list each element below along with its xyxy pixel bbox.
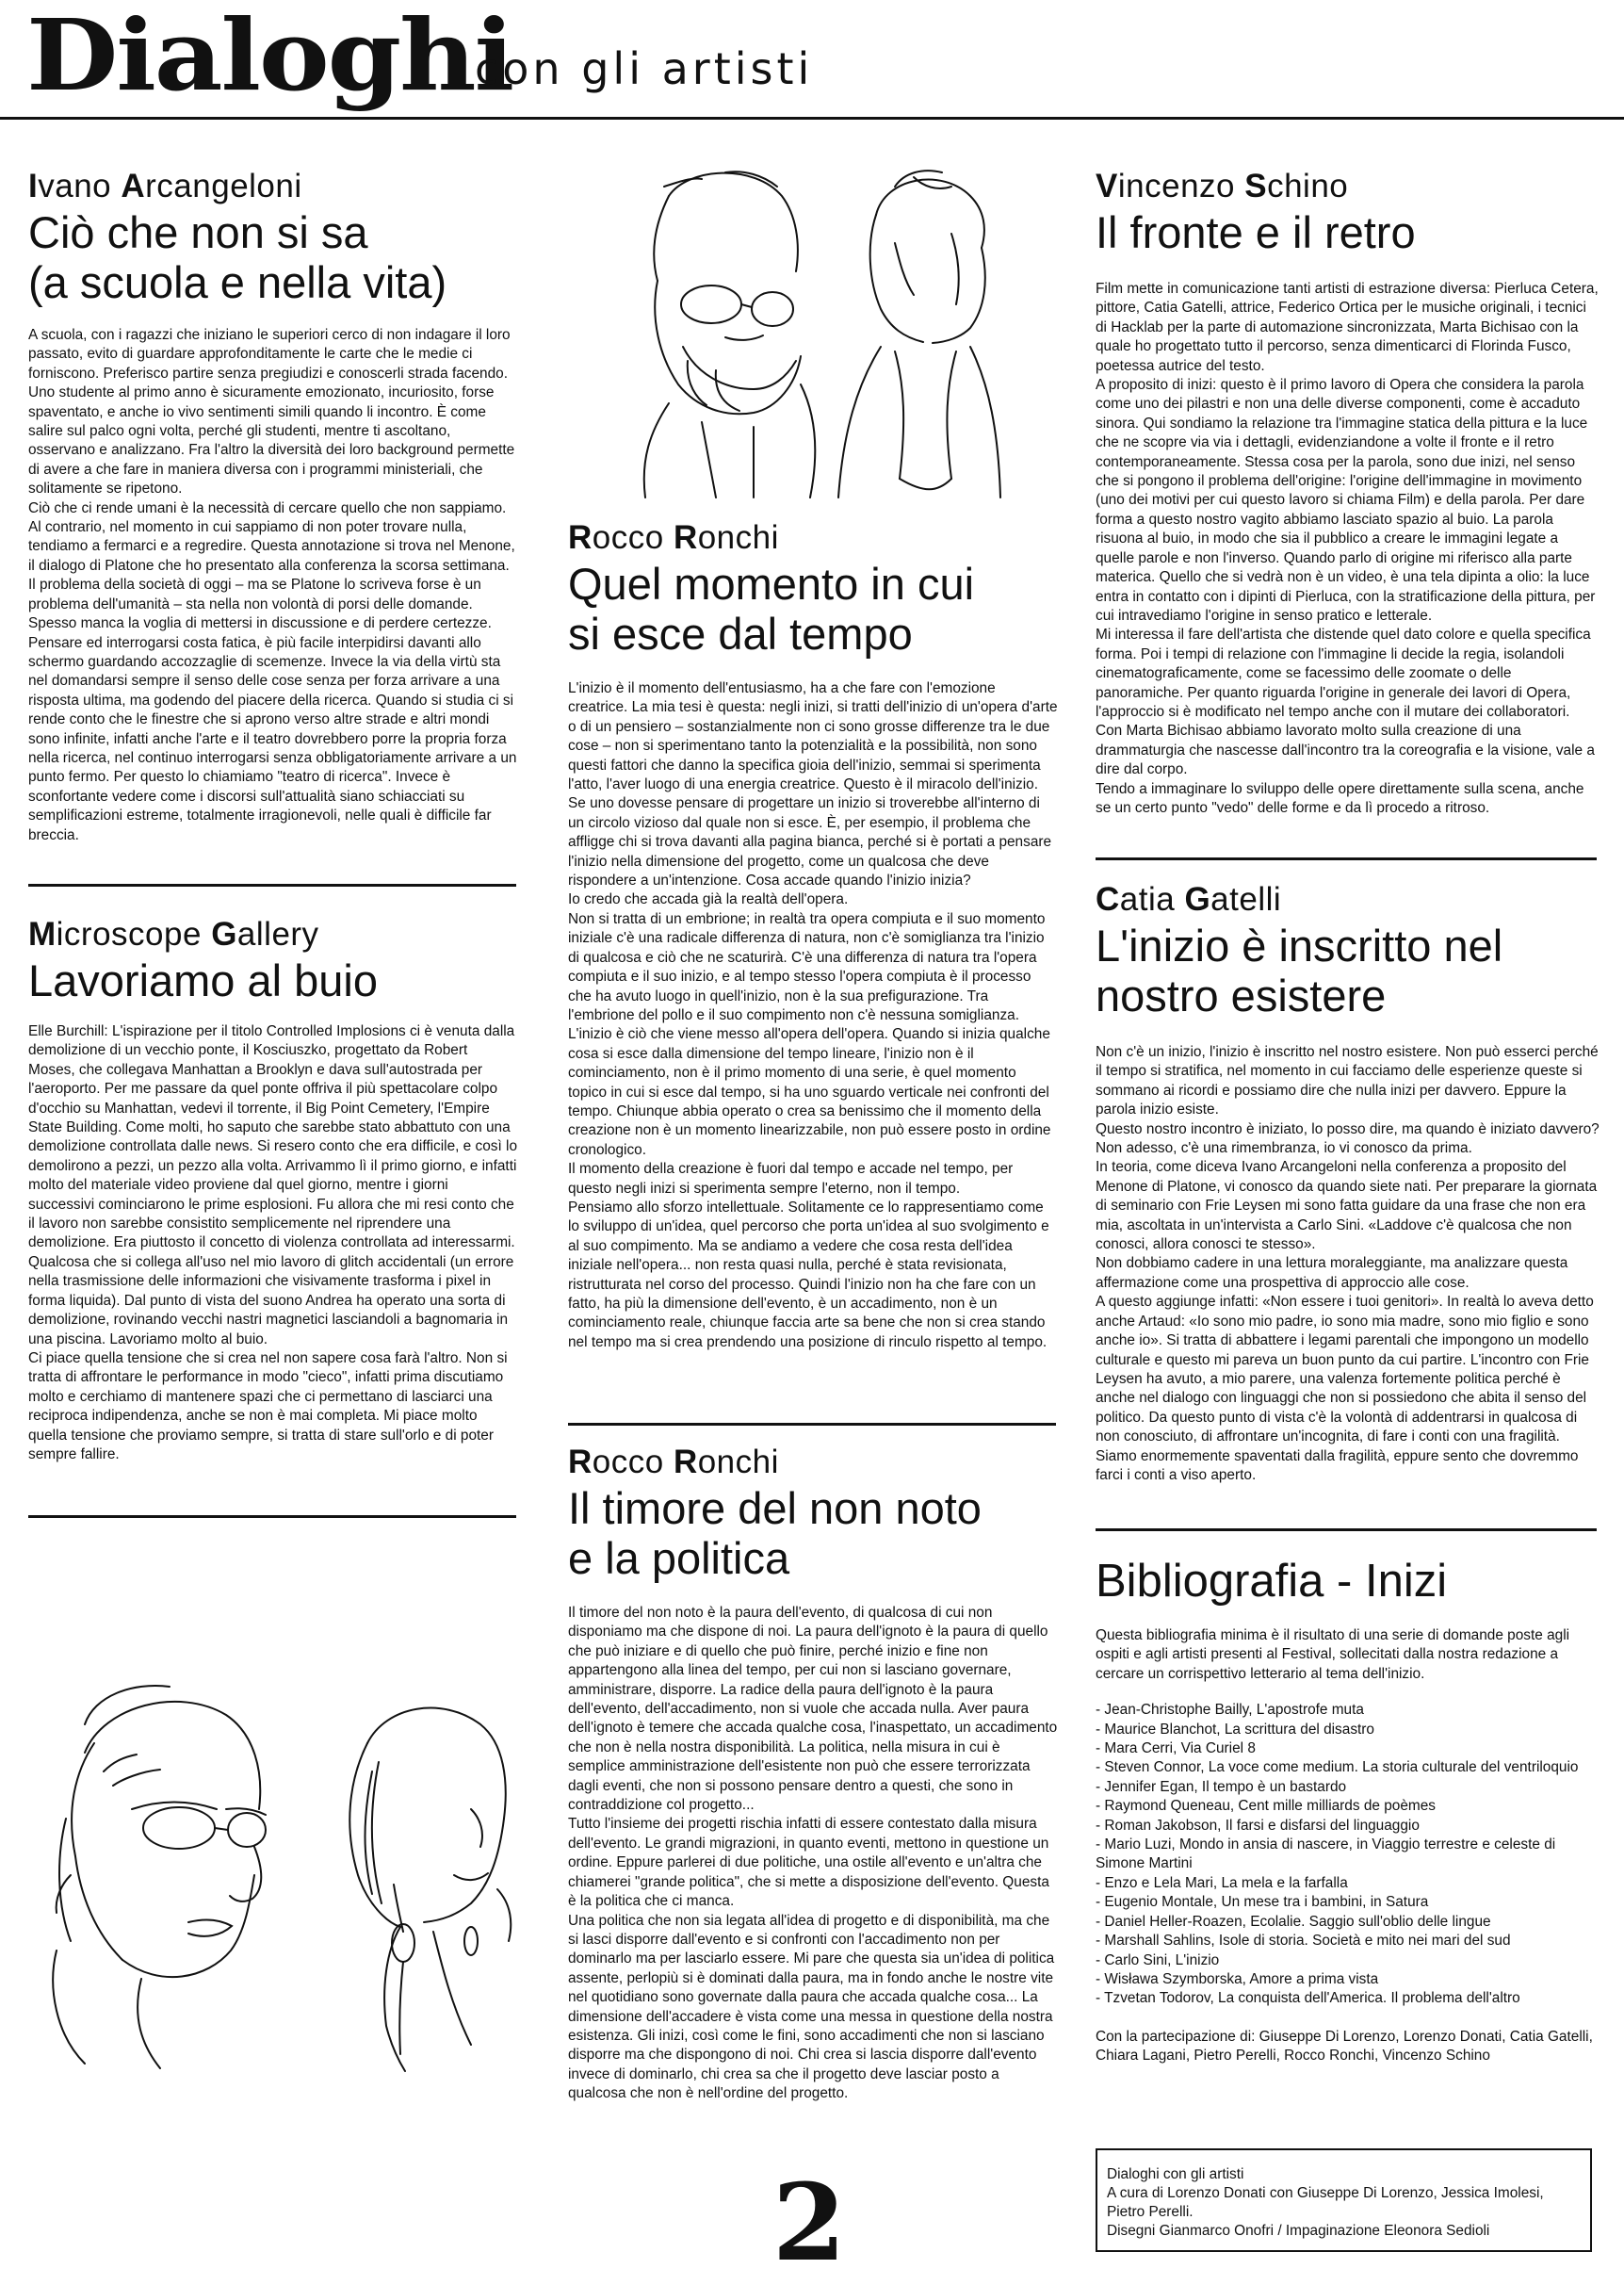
column-divider <box>1096 1528 1597 1531</box>
article-body: A scuola, con i ragazzi che iniziano le superiori cerco di non indagare il loro passato, evito di guardare approfonditamente le carte che le medie ci forniscono. Preferisco partire senza pregiudizi e conoscerli strada facendo. Uno studente al primo anno è sicuramente emozionato, incuriosito, forse spaventato, e anche io vivo sentimenti simili quando li incontro. È come salire sul palco ogni volta, perché gli studenti, mentre ti ascoltano, osservano e analizzano. Fra l'altro la diversità dei loro background permette di avere a che fare in maniera diversa con i programmi ministeriali, che solitamente se ripetono. Ciò che ci rende umani è la necessità di cercare quello che non sappiamo. Al contrario, nel momento in cui sappiamo di non poter trovare nulla, tendiamo a fermarci e a regredire. Questa annotazione si trova nel Menone, il dialogo di Platone che ho presentato alla conferenza la scorsa settimana. Il problema della società di oggi – ma se Platone lo scriveva forse è un problema dell'umanità – sta nella non volontà di porsi delle domande. Spesso manca la voglia di mettersi in discussione e di perdere certezze. Pensare ed interrogarsi costa fatica, è più facile interpidirsi davanti allo schermo guardando accozzaglie di scemenze. Invece la via della virtù sta nel domandarsi sempre il senso delle cose senza per forza arrivare a una risposta ultima, ma godendo del piacere della ricerca. Quando si studia ci si rende conto che le finestre che si aprono verso altre strade e altri mondi sono infinite, infatti anche l'arte e il teatro dovrebbero porre la propria forza nella ricerca, nel continuo interrogarsi senza obbligatoriamente arrivare a un punto fermo. Per questo lo chiamiamo "teatro di ricerca". Invece è sconfortante vedere come i discorsi sull'attualità siano schiacciati su semplificazioni estreme, totalmente irragionevoli, nelle quali è difficile far breccia. <box>28 327 517 843</box>
bibliography-item: - Mario Luzi, Mondo in ansia di nascere, in Viaggio terrestre e celeste di Simone Martini <box>1096 1836 1556 1872</box>
masthead-rule <box>0 117 1624 120</box>
column-divider <box>28 1515 516 1518</box>
article-gatelli <box>1096 881 1600 1485</box>
article-title: L'inizio è inscritto nel nostro esistere <box>1096 921 1503 1020</box>
masthead <box>0 0 1624 121</box>
article-author: Rocco Ronchi <box>568 519 779 556</box>
article-title: Lavoriamo al buio <box>28 955 378 1005</box>
article-title: Il fronte e il retro <box>1096 207 1416 257</box>
column-divider <box>28 884 516 887</box>
article-schino <box>1096 168 1600 818</box>
portrait-sketch-illustration <box>612 158 1027 507</box>
article-title: Quel momento in cui si esce dal tempo <box>568 559 975 659</box>
bibliography-intro: Questa bibliografia minima è il risultato di una serie di domande poste agli ospiti e agli artisti presenti al Festival, sollecitati dalla nostra redazione a cercare un corrispettivo letterario al tema dell'inizio. <box>1096 1627 1570 1682</box>
masthead-title: Dialoghi <box>26 0 513 113</box>
bibliography-item: - Mara Cerri, Via Curiel 8 <box>1096 1740 1256 1757</box>
masthead-subtitle: con gli artisti <box>475 43 814 94</box>
bibliography-item: - Roman Jakobson, Il farsi e disfarsi del linguaggio <box>1096 1817 1420 1834</box>
bibliography-list <box>1096 1701 1600 2009</box>
article-microscope-gallery <box>28 916 518 1464</box>
column-divider <box>568 1423 1056 1426</box>
article-body: Elle Burchill: L'ispirazione per il titolo Controlled Implosions ci è venuta dalla demolizione di un vecchio ponte, il Kosciuszko, progettato da Robert Moses, che collegava Manhattan a Brooklyn e dava sull'autostrada per l'aeroporto. Per me passare da quel ponte offriva il più spettacolare colpo d'occhio su Manhattan, vedevi il torrente, il Big Point Cemetery, l'Empire State Building. Come molti, ho saputo che sarebbe stato abbattuto con una demolizione controllata dalle news. Si resero conto che era difficile, e così lo demolirono a pezzi, un pezzo alla volta. Arrivammo lì il primo giorno, e infatti molto del materiale video proviene dal quel giorno, mentre i giorni successivi cominciarono le prime esplosioni. Fu allora che mi resi conto che il lavoro non sarebbe consistito semplicemente nel riprendere una demolizione. Era piuttosto il concetto di violenza controllata ad interessarmi. Qualcosa che si collega all'uso nel mio lavoro di glitch accidentali (un errore nella trasmissione delle informazioni che visivamente trasforma i pixel in forma liquida). Dal punto di vista del suono Andrea ha operato una sorta di demolizione, rovinando vecchi nastri magnetici lasciandoli a bagnomaria in una piscina. Lavoriamo molto al buio. Ci piace quella tensione che si crea nel non sapere cosa farà l'altro. Non si tratta di affrontare le performance in modo "cieco", infatti prima discutiamo molto e cerchiamo di mantenere spazi che ci permettano di lasciarci una reciproca indipendenza, anche se non è mai completa. Mi piace molto quella tensione che proviamo sempre, si tratta di stare sull'orlo e di poter sempre fallire. <box>28 1023 517 1462</box>
article-author: Microscope Gallery <box>28 916 319 953</box>
bibliography-item: - Marshall Sahlins, Isole di storia. Società e mito nei mari del sud <box>1096 1933 1511 1950</box>
article-arcangeloni <box>28 168 518 845</box>
article-title: Ciò che non si sa (a scuola e nella vita) <box>28 207 447 307</box>
bibliography-item: - Maurice Blanchot, La scrittura del disastro <box>1096 1721 1374 1738</box>
article-author: Catia Gatelli <box>1096 881 1282 918</box>
article-author: Rocco Ronchi <box>568 1444 779 1480</box>
article-body: Il timore del non noto è la paura dell'evento, di qualcosa di cui non disponiamo ma che dispone di noi. La paura dell'ignoto è la paura di quello che può iniziare e di quello che può finire, perché inizio e fine non appartengono alla linea del tempo, per cui non si lasciano governare, amministrare, disporre. La radice della paura dell'ignoto è la paura dell'evento, dell'accadimento, non si vuole che accada nulla. Aver paura dell'ignoto è temere che accada qualche cosa, l'inaspettato, un accadimento che non è nella nostra disponibilità. La politica, nella misura in cui è semplice amministrazione dell'esistente non può che essere terrorizzata dagli eventi, che non si possono pensare dentro a questi, che sono in contraddizione col progetto... Tutto l'insieme dei progetti rischia infatti di essere contestato dalla misura dell'evento. Le grandi migrazioni, in quanto eventi, mettono in questione un ordine. Eppure parlerei di due politiche, una ostile all'evento e un'altra che chiamerei "grande politica", che si mette a disposizione dell'evento. Questa è la politica che ci manca. Una politica che non sia legata all'idea di progetto e di disponibilità, ma che si lasci disporre dall'evento e si confronti con l'accadimento non per dominarlo ma per lasciarlo essere. Mi pare che questa sia un'idea di politica assente, perlopiù si è dominati dalla paura, ma in fondo anche le nostre vite nel quotidiano sono governate dalla paura che accada qualche cosa... La dimensione dell'accadere è vista come una messa in questione della nostra esistenza. Gli inizi, così come le fini, sono accadimenti che non si lasciano disporre ma che dispongono di noi. Chi crea si lascia disporre dall'evento invece di dominarlo, chi crea sa che il progetto deve lasciar posto a qualcosa che non è nell'ordine del progetto. <box>568 1605 1058 2102</box>
bibliography-item: - Wisława Szymborska, Amore a prima vista <box>1096 1970 1379 1987</box>
article-body: Film mette in comunicazione tanti artisti di estrazione diversa: Pierluca Cetera, pittore, Catia Gatelli, attrice, Federico Ortica per le musiche originali, i tecnici di Hacklab per la parte di automazione sincronizzata, Marta Bichisao con la quale ho progettato tutto il percorso, senza dimenticarci di Florinda Fusco, poetessa autrice del testo. A proposito di inizi: questo è il primo lavoro di Opera che considera la parola come uno dei pilastri e non una delle diverse componenti, come è accaduto sinora. Qui sondiamo la relazione tra l'immagine statica della pittura e la luce che ne scopre via via i dettagli, evidenziandone a volte il fronte e il retro contemporaneamente. Stessa cosa per la parola, sono due inizi, nel senso che si pongono il problema dell'origine: l'origine dell'immagine in movimento (uno dei motivi per cui questo lavoro si chiama Film) e della parola. Per dare forma a questo nostro vagito abbiamo lasciato spazio al buio. La parola risuona al buio, in modo che sia il pubblico a creare le immagini legate a quelle parole e non l'inverso. Quando parlo di origine mi riferisco alla parte materica. Quello che si vedrà non è un video, è una tela dipinta a olio: la luce entra in contatto con i dipinti di Pierluca, con la stratificazione della pittura, per cui intravediamo l'origine in senso pratico e letterale. Mi interessa il fare dell'artista che distende quel dato colore e quella specifica forma. Poi i tempi di relazione con l'immagine li decide la regia, isolandoli cinematograficamente, come se facessimo delle zoomate o delle panoramiche. Per quanto riguarda l'origine in generale dei lavori di Opera, l'approccio si è modificato nel tempo anche con il mutare dei collaboratori. Con Marta Bichisao abbiamo lavorato molto sulla creazione di una drammaturgia che nascesse dall'incontro tra la coreografia e la visione, vale a dire dal corpo. Tendo a immaginare lo sviluppo delle opere direttamente sulla scena, anche se un certo punto "vedo" delle forme e da lì procedo a ritroso. <box>1096 281 1599 816</box>
credits-box: Dialoghi con gli artisti A cura di Lorenzo Donati con Giuseppe Di Lorenzo, Jessica Imolesi, Pietro Perelli. Disegni Gianmarco Onofri / Impaginazione Eleonora Sedioli <box>1096 2148 1592 2252</box>
bibliography-item: - Eugenio Montale, Un mese tra i bambini, in Satura <box>1096 1894 1429 1911</box>
bibliography-item: - Raymond Queneau, Cent mille milliards de poèmes <box>1096 1798 1436 1815</box>
bibliography-item: - Jennifer Egan, Il tempo è un bastardo <box>1096 1778 1347 1795</box>
article-body: Non c'è un inizio, l'inizio è inscritto nel nostro esistere. Non può esserci perché il tempo si stratifica, nel momento in cui facciamo delle esperienze queste si sommano ai ricordi e possiamo dire che nulla inizi per davvero. Eppure la parola inizio esiste. Questo nostro incontro è iniziato, lo posso dire, ma quando è iniziato davvero? Non adesso, c'è una rimembranza, io vi conosco da prima. In teoria, come diceva Ivano Arcangeloni nella conferenza a proposito del Menone di Platone, vi conosco da quando siete nati. Per preparare la giornata di seminario con Frie Leysen mi sono fatta guidare da una frase che non era mia, ascoltata in un'intervista a Carlo Sini. «Laddove c'è qualcosa che non conosci, allora conosci te stesso». Non dobbiamo cadere in una lettura moraleggiante, ma analizzare questa affermazione come una prospettiva di approccio alle cose. A questo aggiunge infatti: «Non essere i tuoi genitori». In realtà lo aveva detto anche Artaud: «Io sono mio padre, io sono mia madre, sono mio figlio e sono anche io». Si tratta di abbattere i legami parentali che impongono un modello culturale e questo mi pareva un buon punto da cui partire. L'incontro con Frie Leysen ha avuto, a mio parere, una valenza fortemente politica perché è anche nel dialogo con linguaggi che non si possiedono che abita il senso del politico. Da questo punto di vista c'è la volontà di addentrarsi in qualcosa di non conosciuto, di affrontare un'incognita, di fare i conti con una fragilità. Siamo enormemente spaventati dalla fragilità, eppure sento che dovremmo farci i conti a viso aperto. <box>1096 1044 1600 1483</box>
article-author: Ivano Arcangeloni <box>28 168 302 204</box>
bibliography-participants: Con la partecipazione di: Giuseppe Di Lorenzo, Lorenzo Donati, Catia Gatelli, Chiara Lagani, Pietro Perelli, Rocco Ronchi, Vincenzo Schino <box>1096 2028 1593 2065</box>
article-body: L'inizio è il momento dell'entusiasmo, ha a che fare con l'emozione creatrice. La mia tesi è questa: negli inizi, si tratti dell'inizio di un'opera d'arte o di un pensiero – sostanzialmente non ci sono grosse differenze tra le due cose – non si sperimentano tanto la potenzialità e la possibilità, non sono questi fattori che danno la specifica gioia dell'inizio, semmai si sperimenta l'atto, l'aver luogo di una energia creatrice. Questo è il miracolo dell'inizio. Se uno dovesse pensare di progettare un inizio si troverebbe all'interno di un circolo vizioso dal quale non si esce. È, per esempio, il problema che affligge chi si trova davanti alla pagina bianca, perché si è portati a pensare l'inizio nella dimensione del progetto, come un qualcosa che deve rispondere a un'intenzione. Cosa accade quando l'inizio inizia? Io credo che accada già la realtà dell'opera. Non si tratta di un embrione; in realtà tra opera compiuta e il suo momento iniziale c'è una radicale differenza di natura, non c'è somiglianza tra l'inizio di qualcosa e ciò che ne scaturirà. C'è una differenza di natura tra l'opera compiuta e il suo inizio, e al tempo stesso l'opera compiuta è il processo che ha avuto luogo in quell'inizio, non è la sua prefigurazione. Tra l'embrione del pollo e il suo compimento non c'è nessuna somiglianza. L'inizio è ciò che viene messo all'opera dell'opera. Quando si inizia qualche cosa si esce dalla dimensione del tempo lineare, l'inizio non è il cominciamento, non è il primo momento di una serie, è quel momento topico in cui si esce dal tempo, si ha uno sguardo verticale nei confronti del tempo. Chiunque abbia operato o crea sa benissimo che il momento della creazione non è un momento linearizzabile, non può essere posto in ordine cronologico. Il momento della creazione è fuori dal tempo e accade nel tempo, per questo negli inizi si sperimenta sempre l'eterno, non il tempo. Pensiamo allo sforzo intellettuale. Solitamente ce lo rappresentiamo come lo sviluppo di un'idea, quel percorso che porta un'idea al suo svolgimento e al suo compimento. Ma se andiamo a vedere che cosa resta dell'idea iniziale nell'opera... non resta quasi nulla, perché è stata revisionata, ristrutturata nel corso del processo. Quindi l'inizio non ha che fare con un fatto, ha più la dimensione dell'evento, è un accadimento, non è un cominciamento reale, chiunque faccia arte sa bene che non si crea stando nel tempo ma si crea prendendo una posizione di rinculo rispetto al tempo. <box>568 680 1058 1350</box>
bibliography-item: - Steven Connor, La voce come medium. La storia culturale del ventriloquio <box>1096 1759 1579 1776</box>
bibliography-item: - Tzvetan Todorov, La conquista dell'America. Il problema dell'altro <box>1096 1990 1520 2007</box>
column-divider <box>1096 857 1597 860</box>
article-author: Vincenzo Schino <box>1096 168 1349 204</box>
bibliography-item: - Daniel Heller-Roazen, Ecolalie. Saggio sull'oblio delle lingue <box>1096 1913 1491 1930</box>
article-title: Il timore del non noto e la politica <box>568 1483 982 1583</box>
page-number: 2 <box>772 2162 846 2285</box>
bibliography-section <box>1096 1555 1600 2066</box>
article-ronchi-2 <box>568 1444 1058 2104</box>
portrait-sketch-illustration <box>28 1668 518 2073</box>
bibliography-item: - Jean-Christophe Bailly, L'apostrofe muta <box>1096 1702 1364 1719</box>
article-ronchi-1 <box>568 519 1058 1352</box>
bibliography-title: Bibliografia - Inizi <box>1096 1556 1448 1607</box>
bibliography-item: - Enzo e Lela Mari, La mela e la farfalla <box>1096 1874 1348 1891</box>
bibliography-item: - Carlo Sini, L'inizio <box>1096 1951 1220 1968</box>
